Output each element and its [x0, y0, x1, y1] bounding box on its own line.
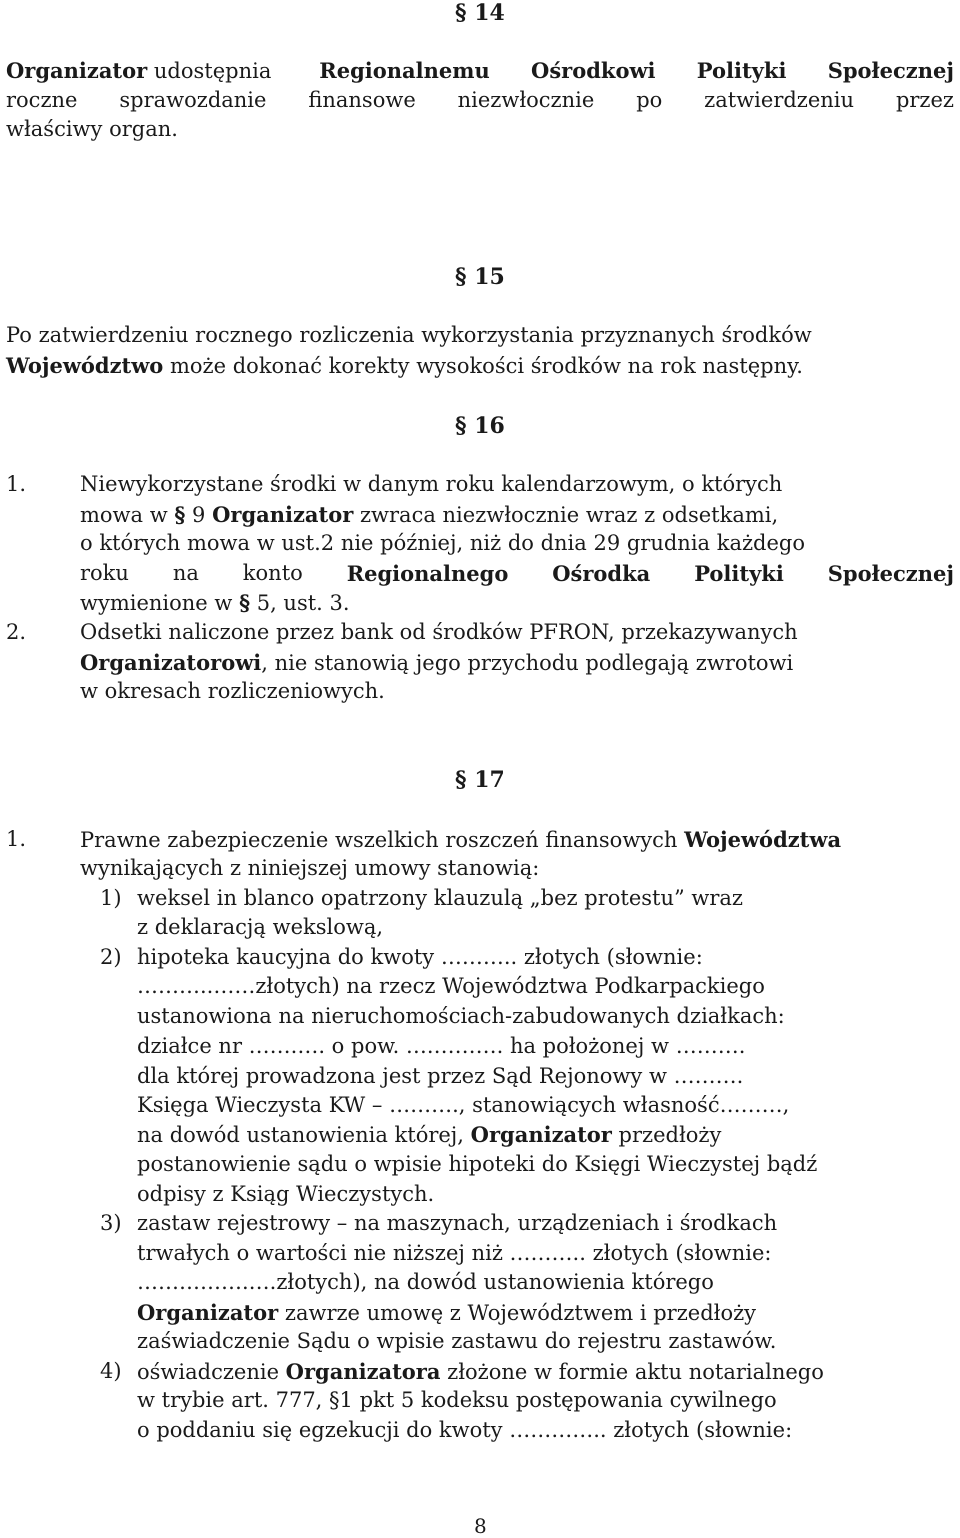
text-line: ustanowiona na nieruchomościach-zabudowanych działkach:: [137, 1004, 785, 1028]
text-run: zawrze umowę z Województwem i przedłoży: [278, 1301, 757, 1325]
text-line: [80, 829, 841, 851]
bold-term: Polityki: [696, 58, 787, 83]
text-line: hipoteka kaucyjna do kwoty ……….. złotych (słownie:: [137, 945, 703, 969]
bold-term: Polityki: [694, 561, 784, 586]
bold-term: Regionalnego: [346, 561, 509, 586]
bold-term: Ośrodkowi: [531, 58, 656, 83]
section-heading-16: [455, 415, 505, 437]
text-run: 5, ust. 3.: [250, 591, 350, 615]
section-heading-14: [455, 2, 505, 24]
section-number: 16: [474, 413, 505, 439]
text-line: …………….….złotych), na dowód ustanowienia którego: [137, 1270, 714, 1294]
paragraph-line: [6, 60, 954, 82]
bold-term: Społecznej: [827, 58, 954, 83]
text-line: działce nr …….…. o pow. ….………. ha położonej w ……….: [137, 1034, 746, 1058]
text-line: odpisy z Ksiąg Wieczystych.: [137, 1182, 435, 1206]
text-line: w okresach rozliczeniowych.: [80, 679, 385, 703]
text-run: wymienione w: [80, 591, 240, 615]
section-heading-17: [455, 769, 505, 791]
text-run: złożone w formie aktu notarialnego: [440, 1360, 824, 1384]
paragraph-line: [6, 90, 954, 111]
item-number: 1): [100, 886, 122, 910]
item-number: 4): [100, 1359, 122, 1383]
page-number: 8: [474, 1514, 487, 1538]
text-line: zastaw rejestrowy – na maszynach, urządzeniach i środkach: [137, 1211, 778, 1235]
text-line: [80, 592, 350, 614]
bold-term: Ośrodka: [552, 561, 651, 586]
section-heading-15: [455, 266, 505, 288]
paragraph-line: [80, 563, 954, 584]
text-line: [80, 504, 778, 526]
text-line: postanowienie sądu o wpisie hipoteki do Księgi Wieczystej bądź: [137, 1152, 818, 1176]
bold-term: Organizator: [212, 502, 354, 527]
text-line: Niewykorzystane środki w danym roku kalendarzowym, o których: [80, 472, 783, 496]
text-run: roku: [80, 561, 129, 585]
text-run: mowa w: [80, 503, 175, 527]
bold-term: Województwa: [684, 827, 842, 852]
bold-term: Organizator: [470, 1122, 612, 1147]
text-run: 9: [185, 503, 213, 527]
text-line: wynikających z niniejszej umowy stanowią:: [80, 856, 540, 880]
text-line: dla której prowadzona jest przez Sąd Rejonowy w ……….: [137, 1064, 744, 1088]
word: sprawozdanie: [119, 88, 267, 112]
text-line: [80, 652, 793, 674]
bold-term: Organizatorowi: [80, 650, 262, 675]
bold-term: Województwo: [6, 353, 164, 378]
text-run: przedłoży: [611, 1123, 722, 1147]
bold-term: Organizatora: [285, 1359, 441, 1384]
text-line: z deklaracją wekslową,: [137, 915, 384, 939]
text-run: na: [172, 561, 199, 585]
text-line: w trybie art. 777, §1 pkt 5 kodeksu postępowania cywilnego: [137, 1388, 777, 1412]
text-line: Po zatwierdzeniu rocznego rozliczenia wykorzystania przyznanych środków: [6, 323, 812, 347]
text-run: oświadczenie: [137, 1360, 286, 1384]
word: niezwłocznie: [457, 88, 595, 112]
text-line: Księga Wieczysta KW – ………., stanowiących własność………,: [137, 1093, 790, 1117]
section-sign: §: [455, 264, 467, 290]
text-line: o poddaniu się egzekucji do kwoty ………….. złotych (słownie:: [137, 1418, 793, 1442]
text-line: [6, 355, 803, 377]
word: przez: [895, 88, 954, 112]
text-line: [137, 1361, 824, 1383]
section-sign: §: [174, 502, 186, 527]
section-sign: §: [455, 0, 467, 26]
text-run: Prawne zabezpieczenie wszelkich roszczeń finansowych: [80, 828, 685, 852]
word: po: [636, 88, 663, 112]
bold-term: Regionalnemu: [319, 58, 490, 83]
text-line: ………..……złotych) na rzecz Województwa Podkarpackiego: [137, 974, 765, 998]
bold-term: Organizator: [6, 58, 148, 83]
text-line: [137, 1124, 721, 1146]
word: roczne: [6, 88, 78, 112]
text-run: udostępnia: [147, 59, 279, 83]
point-number: 2.: [6, 620, 27, 644]
section-sign: §: [239, 590, 251, 615]
text-line: weksel in blanco opatrzony klauzulą „bez protestu” wraz: [137, 886, 743, 910]
word: zatwierdzeniu: [704, 88, 855, 112]
section-number: 14: [474, 0, 505, 26]
text-run: na dowód ustanowienia której,: [137, 1123, 471, 1147]
item-number: 3): [100, 1211, 122, 1235]
text-line: właściwy organ.: [6, 117, 178, 141]
bold-term: Organizator: [137, 1300, 279, 1325]
section-number: 15: [474, 264, 505, 290]
section-number: 17: [474, 767, 505, 793]
item-number: 2): [100, 945, 122, 969]
word: finansowe: [308, 88, 416, 112]
point-number: 1.: [6, 472, 27, 496]
text-run: konto: [242, 561, 303, 585]
point-number: 1.: [6, 827, 27, 851]
text-line: trwałych o wartości nie niższej niż ……….. złotych (słownie:: [137, 1241, 772, 1265]
text-run: , nie stanowią jego przychodu podlegają zwrotowi: [261, 651, 794, 675]
bold-term: Społecznej: [827, 561, 954, 586]
section-sign: §: [455, 413, 467, 439]
text-line: o których mowa w ust.2 nie później, niż do dnia 29 grudnia każdego: [80, 531, 806, 555]
text-run: może dokonać korekty wysokości środków na rok następny.: [163, 354, 803, 378]
text-line: Odsetki naliczone przez bank od środków PFRON, przekazywanych: [80, 620, 798, 644]
text-line: zaświadczenie Sądu o wpisie zastawu do rejestru zastawów.: [137, 1329, 777, 1353]
text-line: [137, 1302, 756, 1324]
section-sign: §: [455, 767, 467, 793]
text-run: zwraca niezwłocznie wraz z odsetkami,: [353, 503, 779, 527]
